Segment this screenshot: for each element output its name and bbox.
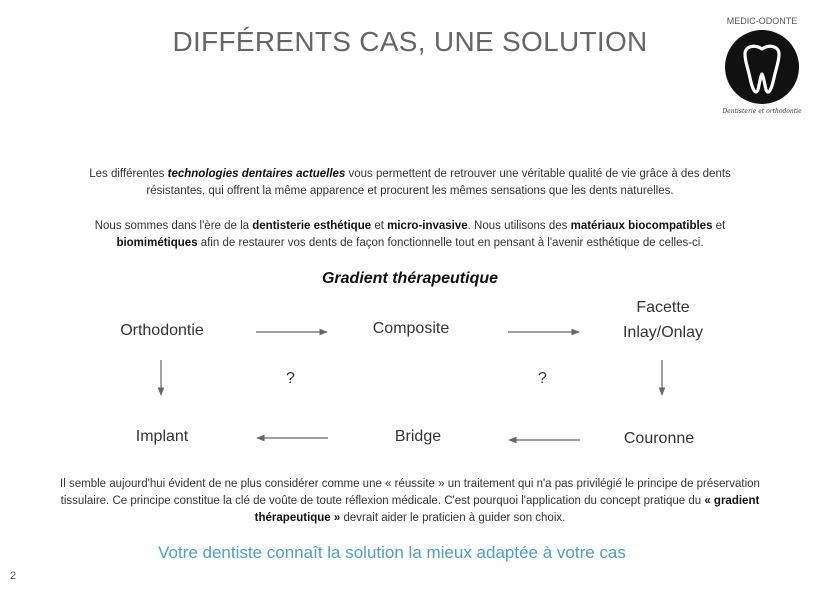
- node-facette-inlay: [600, 295, 726, 345]
- text-span: Les différentes: [89, 168, 168, 180]
- node-orthodontie: Orthodontie: [120, 322, 204, 339]
- logo-tagline: Dentisterie et orthodontie: [722, 108, 802, 115]
- node-implant: Implant: [135, 428, 189, 445]
- node-couronne: Couronne: [623, 430, 695, 447]
- text-span: . Nous utilisons des: [467, 220, 571, 232]
- text-span: Il semble aujourd'hui évident de ne plus considérer comme une « réussite » un traitement qui n'a pas privilégié le principe de préservation tissulaire. Ce principe constitue la clé de voûte de toute réflexion médicale. C'est pourquoi l'application du concept pratique du: [60, 478, 760, 507]
- text-span: vous permettent de retrouver une véritable qualité de vie grâce à des dents résistantes, qui offrent la même apparence et procurent les mêmes sensations que les dents naturelles.: [146, 168, 731, 197]
- emphasis-gradient: « gradient thérapeutique »: [254, 495, 760, 524]
- text-span: Nous sommes dans l'ère de la: [94, 220, 253, 232]
- text-span: et: [712, 220, 726, 232]
- node-facette: Facette: [636, 299, 690, 316]
- node-inlay-onlay: Inlay/Onlay: [622, 324, 704, 341]
- emphasis-technologies: technologies dentaires actuelles: [167, 168, 346, 180]
- page-title: DIFFÉRENTS CAS, UNE SOLUTION: [172, 26, 648, 57]
- tagline: Votre dentiste connaît la solution la mieux adaptée à votre cas: [158, 543, 626, 562]
- node-composite: Composite: [372, 320, 450, 337]
- text-span: afin de restaurer vos dents de façon fonctionnelle tout en pensant à l'avenir esthétique de celles-ci.: [197, 237, 704, 249]
- question-mark-left: ?: [286, 370, 295, 387]
- emphasis-biocompatibles: matériaux biocompatibles: [570, 220, 713, 232]
- text-span: devrait aider le praticien à guider son choix.: [340, 512, 566, 524]
- section-title: Gradient thérapeutique: [321, 270, 499, 287]
- conclusion-paragraph: [50, 476, 770, 527]
- text-span: et: [371, 220, 388, 232]
- emphasis-esthetique: dentisterie esthétique: [252, 220, 372, 232]
- node-bridge: Bridge: [394, 428, 442, 445]
- emphasis-biomimetiques: biomimétiques: [116, 237, 198, 249]
- emphasis-micro-invasive: micro-invasive: [387, 220, 468, 232]
- page-number: 2: [10, 570, 17, 582]
- logo-name: MEDIC-ODONTE: [726, 16, 798, 26]
- question-mark-right: ?: [538, 370, 547, 387]
